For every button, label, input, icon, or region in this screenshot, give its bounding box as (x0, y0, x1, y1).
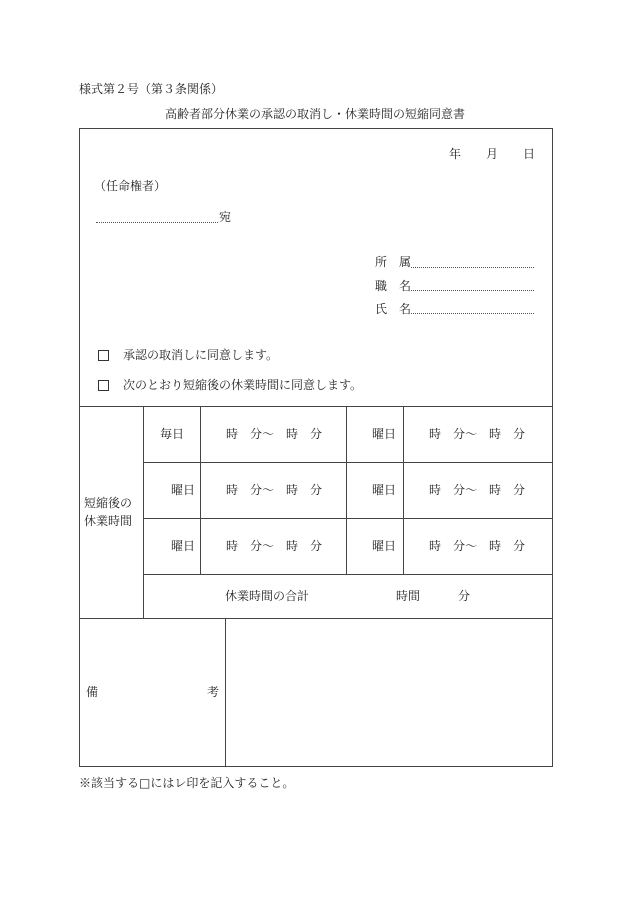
addressee-suffix: 宛 (219, 210, 232, 224)
name-label: 氏 名 (375, 302, 412, 316)
schedule-label-divider (143, 406, 144, 618)
schedule-day-cell[interactable]: 曜日 (372, 427, 397, 441)
remarks-label-right: 考 (207, 685, 220, 699)
cancel-consent-checkbox[interactable] (98, 350, 109, 361)
affiliation-label: 所 属 (375, 255, 412, 269)
total-hours-unit[interactable]: 時間 (396, 589, 421, 603)
date-day: 日 (523, 147, 536, 161)
remarks-field[interactable] (226, 619, 551, 765)
schedule-column-divider (346, 406, 347, 574)
schedule-day-cell[interactable]: 曜日 (372, 539, 397, 553)
schedule-row-divider (143, 518, 552, 519)
position-label: 職 名 (375, 279, 412, 293)
document-title: 高齢者部分休業の承認の取消し・休業時間の短縮同意書 (164, 107, 465, 121)
shorten-consent-label: 次のとおり短縮後の休業時間に同意します。 (123, 378, 363, 392)
schedule-time-cell[interactable]: 時 分～ 時 分 (226, 483, 323, 497)
schedule-time-cell[interactable]: 時 分～ 時 分 (429, 427, 526, 441)
schedule-time-cell[interactable]: 時 分～ 時 分 (226, 427, 323, 441)
schedule-time-cell[interactable]: 時 分～ 時 分 (429, 539, 526, 553)
schedule-column-divider (403, 406, 404, 574)
date-month: 月 (486, 147, 499, 161)
shorten-consent-checkbox[interactable] (98, 380, 109, 391)
position-field[interactable] (411, 290, 534, 291)
section-divider-top (79, 406, 552, 407)
schedule-day-cell[interactable]: 曜日 (171, 539, 196, 553)
appointing-authority-label: （任命権者） (94, 179, 167, 193)
form-number: 様式第２号（第３条関係） (79, 82, 224, 96)
cancel-consent-label: 承認の取消しに同意します。 (123, 348, 279, 362)
schedule-section-label-line1: 短縮後の (84, 496, 133, 510)
schedule-day-cell[interactable]: 曜日 (372, 483, 397, 497)
schedule-column-divider (200, 406, 201, 574)
total-minutes-unit[interactable]: 分 (458, 589, 471, 603)
schedule-time-cell[interactable]: 時 分～ 時 分 (429, 483, 526, 497)
affiliation-field[interactable] (411, 267, 534, 268)
addressee-line[interactable] (96, 222, 218, 223)
date-year: 年 (449, 147, 462, 161)
schedule-time-cell[interactable]: 時 分～ 時 分 (226, 539, 323, 553)
schedule-day-cell[interactable]: 曜日 (171, 483, 196, 497)
schedule-section-label-line2: 休業時間 (84, 514, 133, 528)
name-field[interactable] (411, 313, 534, 314)
remarks-label-left: 備 (86, 685, 99, 699)
footnote: ※該当する□にはレ印を記入すること。 (79, 776, 295, 790)
schedule-row-divider (143, 462, 552, 463)
total-hours-label: 休業時間の合計 (225, 589, 310, 603)
schedule-day-cell[interactable]: 毎日 (160, 427, 185, 441)
schedule-row-divider (143, 574, 552, 575)
